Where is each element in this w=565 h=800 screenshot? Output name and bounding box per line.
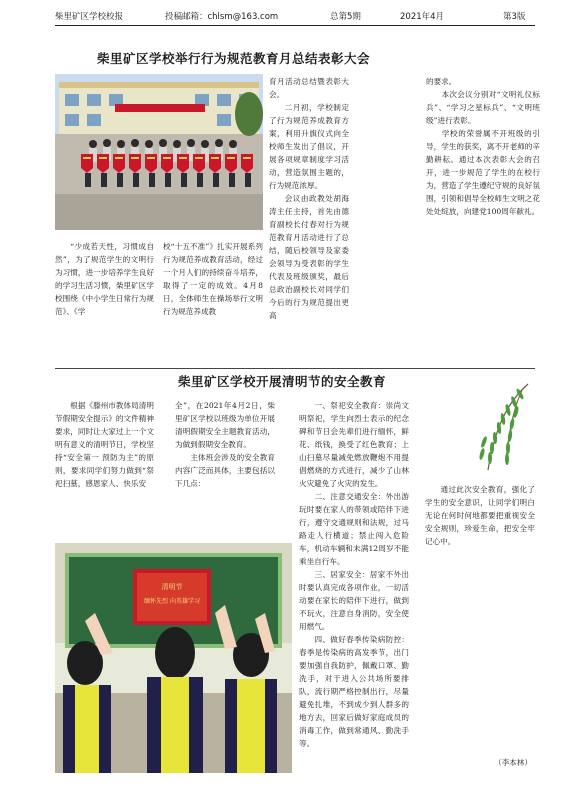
article1-title: 柴里矿区学校举行行为规范教育月总结表彰大会 — [97, 51, 371, 66]
page-header — [55, 8, 535, 24]
header-rule — [55, 25, 535, 26]
article2-author: （李本林） — [494, 758, 532, 767]
page-number: 第3版 — [503, 12, 526, 22]
willow-branch-icon — [470, 382, 532, 474]
article1-column-2: 校“十五不准”》扎实开展系列行为规范养成教育活动，经过一个月人们的持续奋斗培养，取得了一定的成效。4月8日，全体师生在操场举行文明行为规范养成教 — [163, 242, 263, 316]
award-ceremony-photo — [55, 74, 263, 230]
article2-title: 柴里矿区学校开展清明节的安全教育 — [178, 374, 387, 389]
article1-column-3: 育月活动总结暨表彰大会。 二月初，学校制定了行为规范养成教育方案，利用升旗仪式向全校师生发出了倡议，开展各项规章制度学习活动，营造氛围主题的，行为规范浓厚。 会议由政教处胡海涛主任主持，首先由德育副校长付春对行为规范教育月活动进行了总结，随后校领导及家委会领导为受表彰的学生代表及班级颁奖，最后总政治副校长对同学们今后的行为规范提出更高 — [269, 77, 349, 320]
submission-email: 投稿邮箱：chlsm@163.com — [165, 12, 279, 22]
article2-column-1: 根据《滕州市教体局清明节假期安全提示》的文件精神要求，同时让大家过上一个文明有意义的清明节日，学校坚持“安全第一 预防为主”的原则，要求同学们努力做到“祭祀扫墓，感恩家人、快乐安 — [55, 401, 154, 488]
article2-column-4: 通过此次安全教育，强化了学生的安全意识，让同学们明白无论在何时何地都要把重视安全安全规则，珍爱生命，把安全牢记心中。 — [425, 485, 535, 546]
award-ceremony-photo-drawing — [55, 74, 263, 230]
section-divider — [55, 368, 535, 369]
article1-column-4: 的要求。 本次会议分别对“文明礼仪标兵”、“学习之星标兵”、“文明班级”进行表彰。 学校的荣誉属不开班级的引导，学生的获奖，离不开老师的辛勤耕耘。通过本次表彰大会的召开，进一步规范了学生的在校行为，营造了学生遵纪守规的良好氛围，引领和倡导全校师生文明之花处处绽放，向建党100周年献礼。 — [426, 77, 540, 216]
article2-column-3: 一、祭祀安全教育：崇尚文明祭祀，学生向烈士表示的纪念碑和节日会先辈们进行缅怀，鲜花、纸钱，换受了红色教育；上山扫墓尽量减免燃放鞭炮不用提倡燃烧的方式进行，减少了山林火灾避免了火灾的发生。 二、注意交通安全：外出游玩时要在家人的带领或陪伴下进行，遵守交通规则和法规，过马路走人行横道；禁止闯入危险车，机动车辆和未满12周岁不能乘坐自行车。 三、居家安全：居家不外出时要认真完成各项作业，一切活动要在家长的陪伴下进行，做到不玩火，注意自身消防，安全使用燃气。 四、做好春季传染病防控：春季是传染病的高发季节，出门要加强自我防护，佩戴口罩、勤洗手，对于进入公共场所要排队，流行期严格控制出行，尽量避免扎堆，不到成少到人群多的地方去，回家后做好家庭成员的消毒工作，做到常通风、勤洗手等。 — [299, 401, 409, 748]
issue-number: 总第5期 — [330, 12, 361, 22]
paper-name: 柴里矿区学校校报 — [55, 12, 124, 22]
classroom-photo — [55, 543, 292, 773]
banner-text-1: 清明节 — [161, 583, 183, 591]
article1-column-1: “少成若天性，习惯成自然”，为了规范学生的文明行为习惯，进一步培养学生良好的学习生活习惯，柴里矿区学校围绕《中小学生日常行为规范》、《学 — [55, 242, 154, 316]
banner-text-2: 缅怀先烈 向英雄学习 — [144, 598, 200, 605]
issue-date: 2021年4月 — [400, 12, 445, 22]
article2-column-2: 全”，在2021年4月2日，柴里矿区学校以班级为单位开展清明假期安全主题教育活动，为做到假期安全教育。 主体班会涉及的安全教育内容广泛而具体，主要包括以下几点： — [175, 401, 275, 488]
